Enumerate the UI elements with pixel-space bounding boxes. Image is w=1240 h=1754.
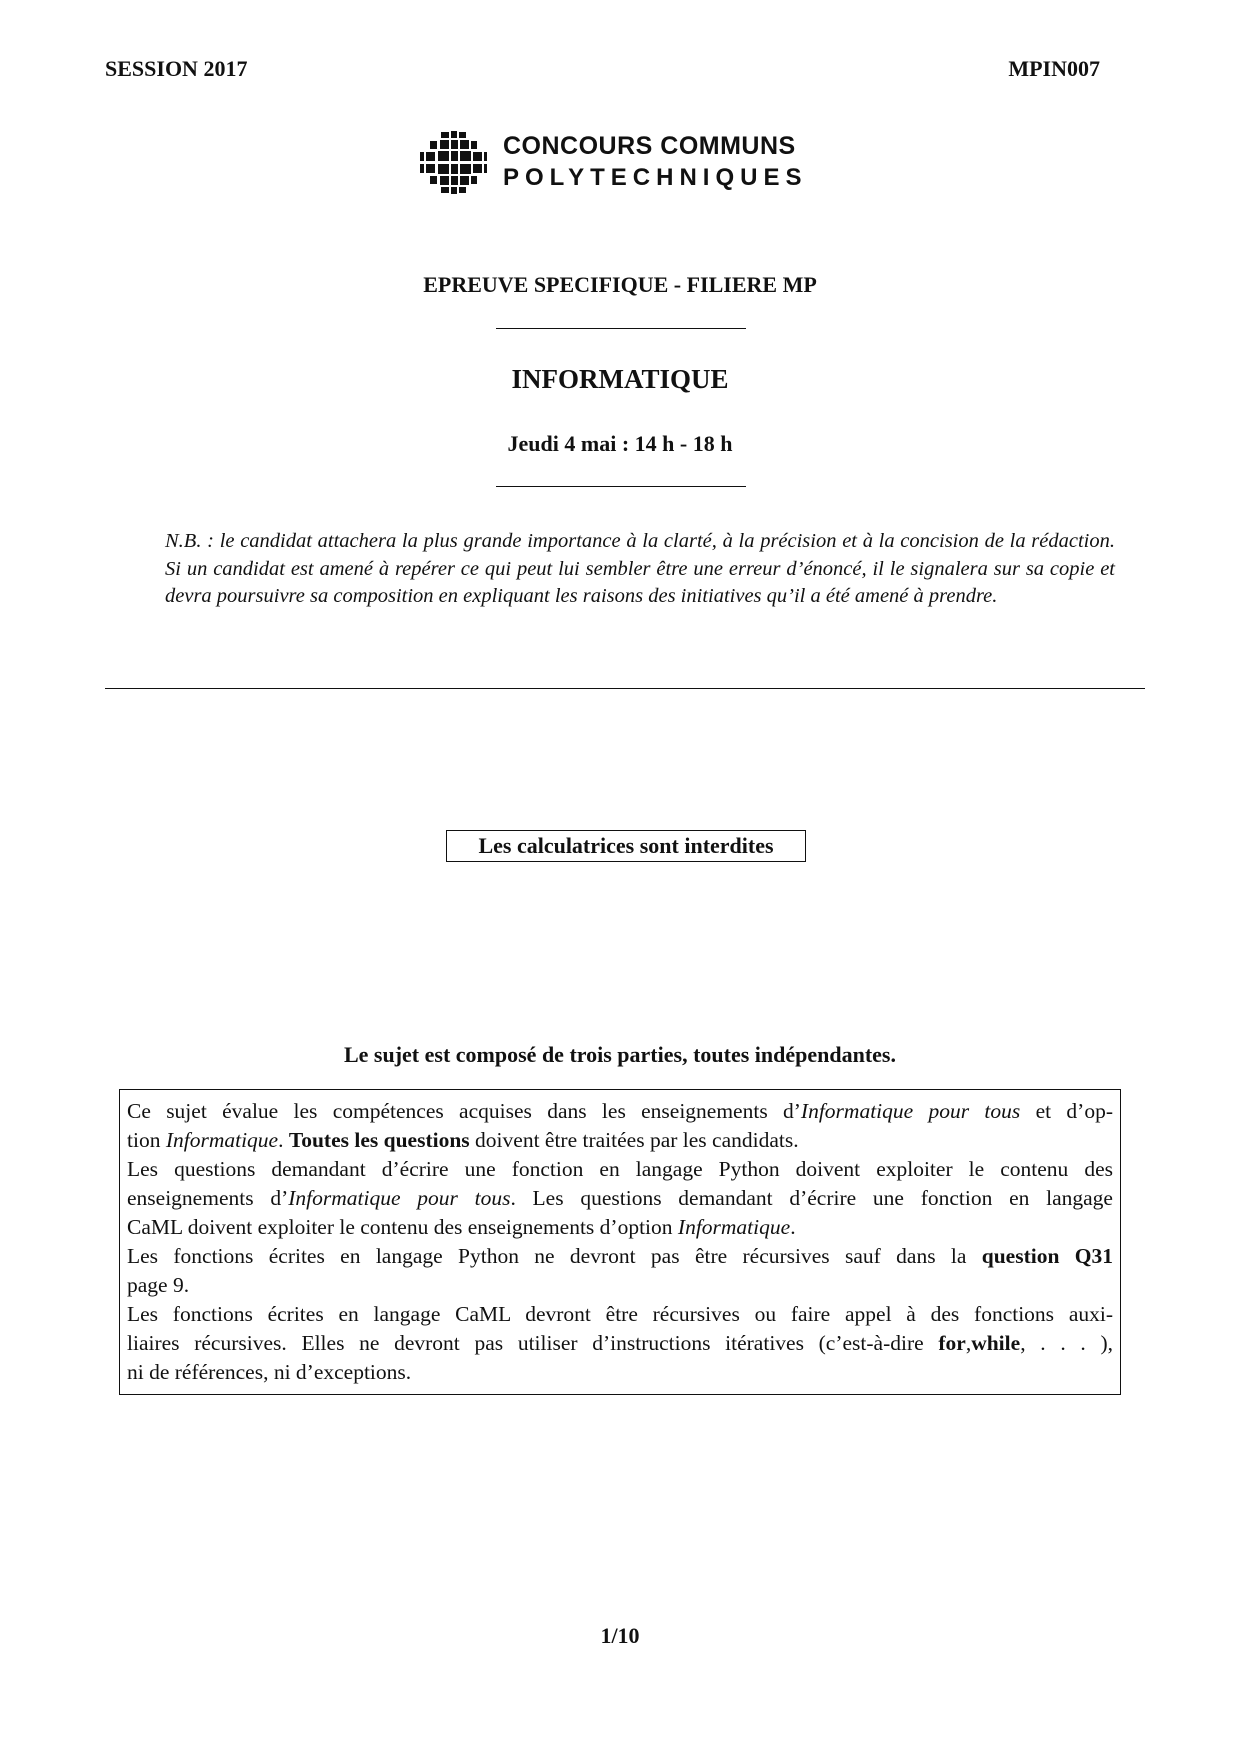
nb-note: N.B. : le candidat attachera la plus grande importance à la clarté, à la précision et à la concision de la rédaction. Si un candidat est amené à repérer ce qui peut lui sembler être une erreur d’énoncé, il le signalera sur sa copie et devra poursuivre sa composition en expliquant les raisons des initiatives qu’il a été amené à prendre. <box>165 530 1115 607</box>
divider <box>496 328 746 329</box>
subject-title: INFORMATIQUE <box>511 364 729 394</box>
exam-code: MPIN007 <box>1008 56 1100 81</box>
logo-line-1: CONCOURS COMMUNS <box>503 132 796 160</box>
exam-date: Jeudi 4 mai : 14 h - 18 h <box>507 431 733 456</box>
session-label: SESSION 2017 <box>105 56 248 81</box>
instruction-line: Ce sujet évalue les compétences acquises dans les enseignements d’Informatique pour tous et d’op- <box>127 1099 1113 1123</box>
exam-title: EPREUVE SPECIFIQUE - FILIERE MP <box>423 272 817 297</box>
instruction-line: tion Informatique. Toutes les questions doivent être traitées par les candidats. <box>127 1128 799 1152</box>
instruction-line: CaML doivent exploiter le contenu des enseignements d’option Informatique. <box>127 1215 796 1239</box>
page-number: 1/10 <box>600 1623 640 1648</box>
instruction-line: enseignements d’Informatique pour tous. Les questions demandant d’écrire une fonction en langage <box>127 1186 1113 1210</box>
globe-grid-icon <box>418 128 488 198</box>
parts-statement: Le sujet est composé de trois parties, toutes indépendantes. <box>343 1042 896 1067</box>
instruction-line: Les fonctions écrites en langage CaML devront être récursives ou faire appel à des fonctions auxi- <box>127 1302 1113 1326</box>
instruction-line: ni de références, ni d’exceptions. <box>127 1360 412 1384</box>
instruction-line: page 9. <box>127 1273 190 1297</box>
calculator-notice-box <box>446 830 806 862</box>
instruction-line: Les fonctions écrites en langage Python ne devront pas être récursives sauf dans la question Q31 <box>127 1244 1113 1268</box>
instruction-line: liaires récursives. Elles ne devront pas utiliser d’instructions itératives (c’est-à-dire for,while, . . . ), <box>127 1331 1113 1355</box>
ccp-logo <box>418 128 818 200</box>
instruction-line: Les questions demandant d’écrire une fonction en langage Python doivent exploiter le contenu des <box>127 1157 1113 1181</box>
instructions-box <box>119 1089 1121 1395</box>
divider <box>496 486 746 487</box>
logo-line-2: POLYTECHNIQUES <box>503 164 808 191</box>
calculator-notice: Les calculatrices sont interdites <box>478 833 774 858</box>
full-width-rule <box>105 688 1145 689</box>
